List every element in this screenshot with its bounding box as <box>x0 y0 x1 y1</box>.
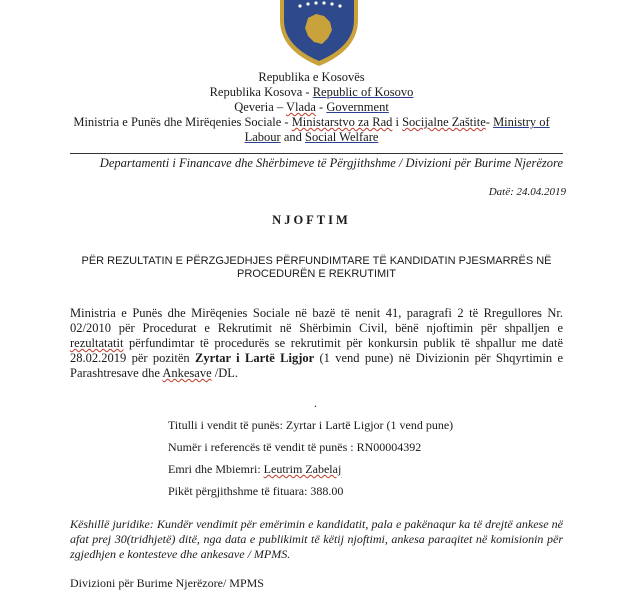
candidate-details <box>168 414 453 502</box>
header-government: Qeveria – Vlada - Government <box>234 100 389 114</box>
header-republic-serbian-english: Republika Kosova - Republic of Kosovo <box>209 85 414 99</box>
kosovo-coat-of-arms-emblem <box>278 0 360 66</box>
detail-candidate-name: Emri dhe Mbiemri: Leutrim Zabelaj <box>168 462 342 476</box>
legal-advice: Këshillë juridike: Kundër vendimit për emërimin e kandidatit, pala e pakënaqur ka të drejtë ankese në afat prej 30(tridhjetë) ditë, nga data e publikimit të këtij njoftimi, ankesa paraqitet në komisionin për zgjedhjen e kontesteve dhe ankesave / MPMS. <box>70 517 563 561</box>
detail-total-points: Pikët përgjithshme të fituara: 388.00 <box>168 484 344 498</box>
notice-subject: PËR REZULTATIN E PËRZGJEDHJES PËRFUNDIMTARE TË KANDIDATIN PJESMARRËS NË PROCEDURËN E REKRUTIMIT <box>81 255 552 280</box>
header-ministry-english: Labour and Social Welfare <box>244 130 379 144</box>
detail-reference-number: Numër i referencës të vendit të punës : RN00004392 <box>168 440 422 454</box>
notice-body: Ministria e Punës dhe Mirëqenies Sociale në bazë të nenit 41, paragrafi 2 të Rregullores Nr. 02/2010 për Procedurat e Rekrutimit në Shërbimin Civil, bënë njoftimin për shpalljen e rezultatatit përfundimtar të procedurës se rekrutimit për konkursin publik të shpallur me datë 28.02.2019 për pozitën Zyrtar i Lartë Ligjor (1 vend pune) në Divizionin për Shqyrtimin e Parashtresave dhe Ankesave /DL. <box>70 306 563 380</box>
department-line: Departamenti i Financave dhe Shërbimeve të Përgjithshme / Divizioni për Burime Njerëzore <box>99 156 563 170</box>
header-divider <box>70 153 563 154</box>
header-republic-albanian: Republika e Kosovës <box>258 70 365 84</box>
header-ministry: Ministria e Punës dhe Mirëqenies Sociale - Ministarstvo za Rad i Socijalne Zaštite- Ministry of <box>73 115 550 129</box>
detail-job-title: Titulli i vendit të punës: Zyrtar i Lartë Ligjor (1 vend pune) <box>168 418 454 432</box>
notice-date: Datë: 24.04.2019 <box>488 186 566 198</box>
signoff: Divizioni për Burime Njerëzore/ MPMS <box>70 576 264 590</box>
notice-title: NJOFTIM <box>272 213 351 227</box>
separator-dot: . <box>314 396 317 410</box>
position-name: Zyrtar i Lartë Ligjor <box>194 351 315 365</box>
